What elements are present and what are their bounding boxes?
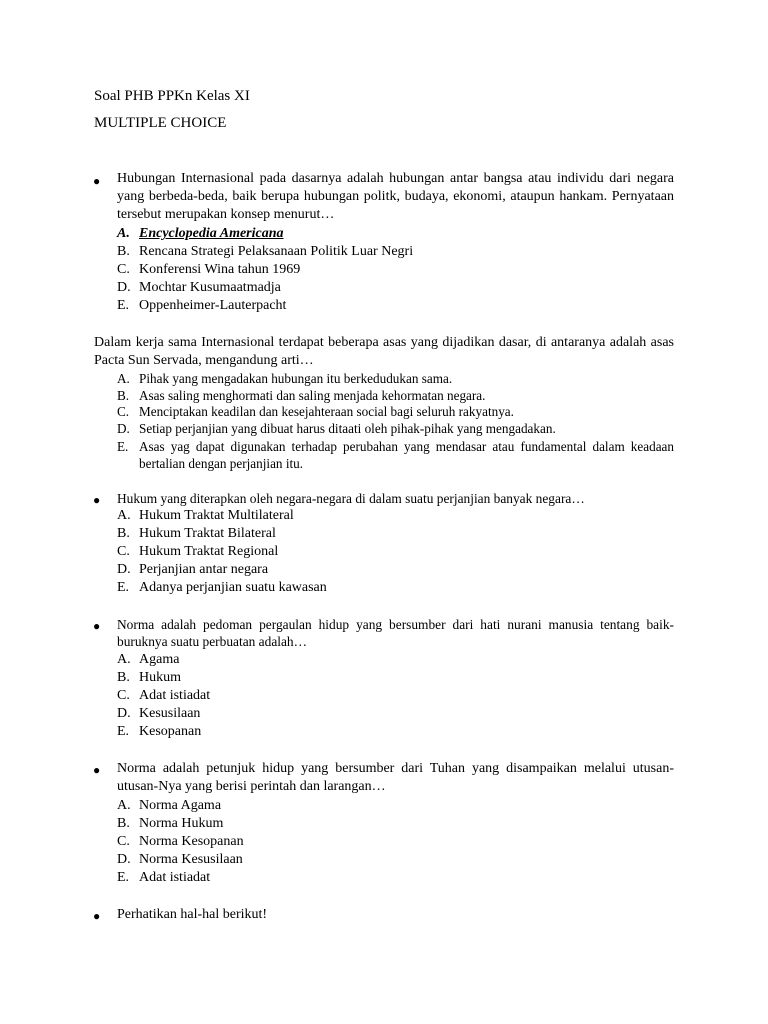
option-letter: C.	[117, 544, 130, 559]
option-text: Konferensi Wina tahun 1969	[139, 262, 301, 277]
option-letter: B.	[117, 244, 130, 259]
option-e	[117, 298, 286, 314]
option-text: Norma Kesopanan	[139, 834, 244, 849]
option-text: Pihak yang mengadakan hubungan itu berkedudukan sama.	[139, 371, 453, 386]
option-text: Menciptakan keadilan dan kesejahteraan social bagi seluruh rakyatnya.	[139, 404, 514, 419]
option-a	[117, 371, 452, 387]
option-text: Adat istiadat	[139, 870, 211, 885]
option-b	[117, 244, 413, 260]
option-c	[117, 262, 300, 278]
option-c	[117, 688, 210, 704]
option-text: Adat istiadat	[139, 688, 211, 703]
option-letter: A.	[117, 798, 131, 813]
bullet-icon: ●	[93, 493, 101, 507]
section-heading: MULTIPLE CHOICE	[94, 115, 227, 131]
option-letter: E.	[117, 580, 130, 595]
option-text: Mochtar Kusumaatmadja	[139, 280, 281, 295]
option-text: Hukum Traktat Regional	[139, 544, 279, 559]
option-letter: A.	[117, 508, 131, 523]
option-text: Hukum	[139, 670, 181, 685]
option-letter: C.	[117, 834, 130, 849]
option-e	[117, 724, 201, 740]
option-e	[117, 870, 210, 886]
option-a	[117, 652, 179, 668]
option-text: Adanya perjanjian suatu kawasan	[139, 580, 327, 595]
option-b	[117, 670, 181, 686]
option-a	[117, 798, 221, 814]
option-b	[117, 388, 485, 404]
option-letter: E.	[117, 724, 130, 739]
option-c	[117, 404, 514, 420]
option-text: Agama	[139, 652, 180, 667]
option-text: Asas yag dapat digunakan terhadap perubahan yang mendasar atau fundamental dalam keadaan bertalian dengan perjanjian itu.	[139, 439, 674, 471]
option-c	[117, 834, 244, 850]
option-a	[117, 508, 294, 524]
option-d	[117, 421, 556, 437]
option-e	[117, 438, 674, 472]
option-b	[117, 816, 223, 832]
option-letter: D.	[117, 852, 131, 867]
question-stem: Dalam kerja sama Internasional terdapat beberapa asas yang dijadikan dasar, di antaranya adalah asas Pacta Sun Servada, mengandung arti…	[94, 335, 674, 369]
option-letter: E.	[117, 870, 130, 885]
option-b	[117, 526, 276, 542]
option-text: Kesusilaan	[139, 706, 201, 721]
option-letter: C.	[117, 688, 130, 703]
option-letter: D.	[117, 421, 130, 436]
option-e	[117, 580, 327, 596]
question-stem: Hukum yang diterapkan oleh negara-negara di dalam suatu perjanjian banyak negara…	[117, 491, 585, 506]
bullet-icon: ●	[93, 763, 101, 777]
bullet-icon: ●	[93, 619, 101, 633]
question-stem: Hubungan Internasional pada dasarnya adalah hubungan antar bangsa atau individu dari negara yang berbeda-beda, baik berupa hubungan politk, budaya, ekonomi, ataupun hankam. Pernyataan tersebut merupakan konsep menurut…	[117, 171, 674, 223]
option-text: Hukum Traktat Bilateral	[139, 526, 276, 541]
option-letter: A.	[117, 226, 130, 241]
option-text: Oppenheimer-Lauterpacht	[139, 298, 287, 313]
option-text: Setiap perjanjian yang dibuat harus ditaati oleh pihak-pihak yang mengadakan.	[139, 421, 556, 436]
option-letter: E.	[117, 439, 129, 454]
option-letter: B.	[117, 816, 130, 831]
option-text: Kesopanan	[139, 724, 202, 739]
option-a-correct	[117, 226, 284, 242]
question-stem: Norma adalah pedoman pergaulan hidup yang bersumber dari hati nurani manusia tentang baik-buruknya suatu perbuatan adalah…	[117, 617, 674, 649]
option-letter: A.	[117, 652, 131, 667]
option-text: Norma Agama	[139, 798, 222, 813]
option-d	[117, 706, 200, 722]
option-d	[117, 280, 281, 296]
option-letter: A.	[117, 371, 130, 386]
bullet-icon: ●	[93, 174, 101, 188]
option-letter: C.	[117, 262, 130, 277]
option-letter: C.	[117, 404, 130, 419]
option-letter: E.	[117, 298, 130, 313]
option-letter: D.	[117, 706, 131, 721]
option-text: Perjanjian antar negara	[139, 562, 269, 577]
option-letter: D.	[117, 562, 131, 577]
option-letter: D.	[117, 280, 131, 295]
option-text: Asas saling menghormati dan saling menjada kehormatan negara.	[139, 388, 486, 403]
question-stem: Perhatikan hal-hal berikut!	[117, 907, 268, 922]
option-letter: B.	[117, 388, 130, 403]
option-d	[117, 852, 243, 868]
option-text: Hukum Traktat Multilateral	[139, 508, 294, 523]
option-text: Encyclopedia Americana	[139, 226, 284, 241]
option-text: Rencana Strategi Pelaksanaan Politik Luar Negri	[139, 244, 414, 259]
option-text: Norma Hukum	[139, 816, 224, 831]
option-d	[117, 562, 268, 578]
option-letter: B.	[117, 670, 130, 685]
question-stem: Norma adalah petunjuk hidup yang bersumber dari Tuhan yang disampaikan melalui utusan-utusan-Nya yang berisi perintah dan larangan…	[117, 761, 674, 795]
option-c	[117, 544, 278, 560]
option-letter: B.	[117, 526, 130, 541]
document-title: Soal PHB PPKn Kelas XI	[94, 88, 250, 104]
bullet-icon: ●	[93, 909, 101, 923]
option-text: Norma Kesusilaan	[139, 852, 243, 867]
